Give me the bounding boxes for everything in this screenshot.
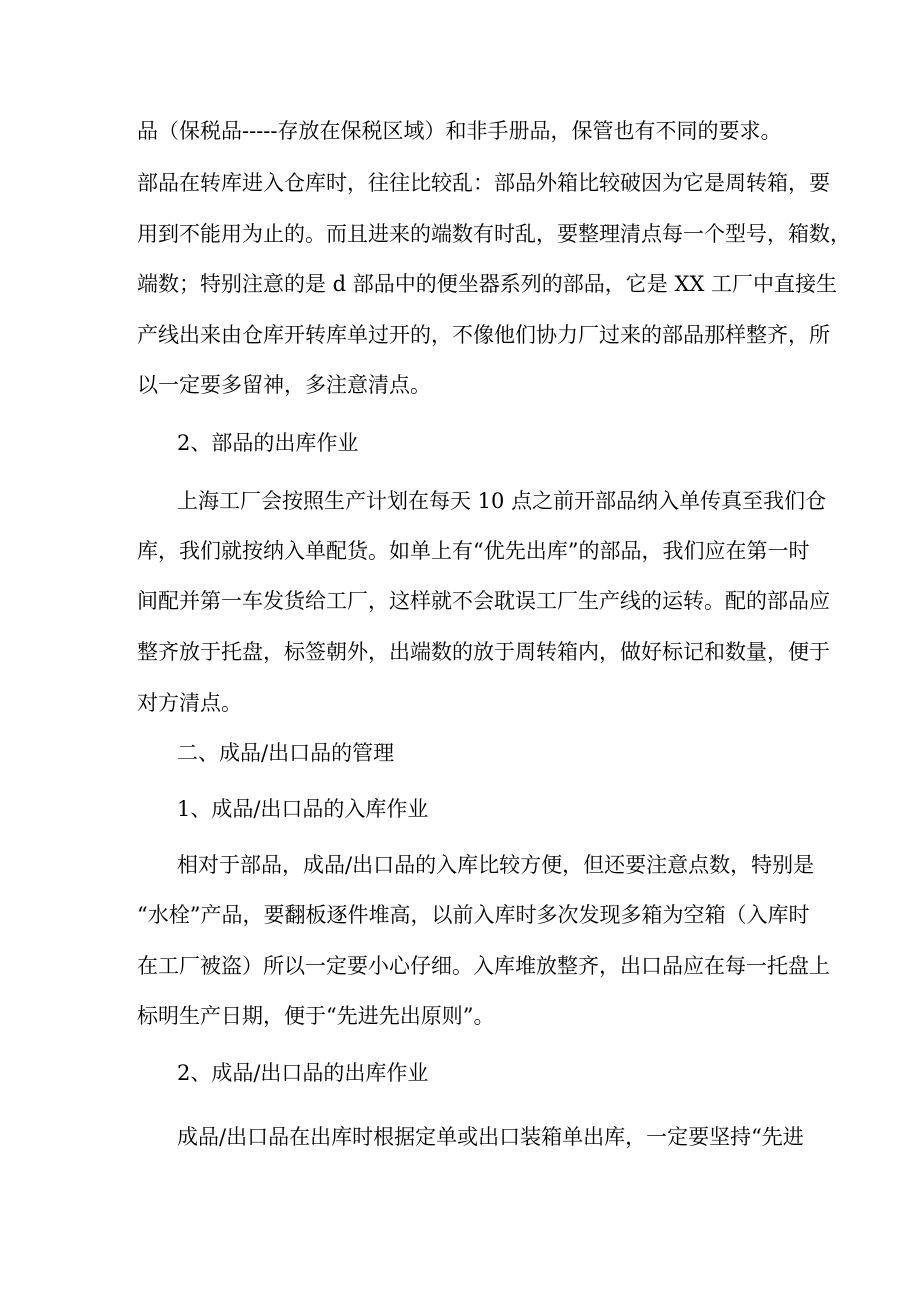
text-line: 在工厂被盗）所以一定要小心仔细。入库堆放整齐，出口品应在每一托盘上	[137, 954, 830, 978]
section-heading: 1、成品/出口品的入库作业	[177, 797, 429, 821]
text-line: 整齐放于托盘，标签朝外，出端数的放于周转箱内，做好标记和数量，便于	[137, 640, 830, 664]
text-line: 对方清点。	[137, 691, 242, 715]
text-line: 标明生产日期，便于“先进先出原则”。	[137, 1004, 495, 1028]
section-heading: 二、成品/出口品的管理	[177, 741, 395, 765]
text-line: 上海工厂会按照生产计划在每天 10 点之前开部品纳入单传真至我们仓	[177, 489, 827, 513]
text-line: 端数；特别注意的是 d 部品中的便坐器系列的部品，它是 XX 工厂中直接生	[137, 272, 838, 296]
text-line: 产线出来由仓库开转库单过开的，不像他们协力厂过来的部品那样整齐，所	[137, 323, 830, 347]
text-line: 品（保税品-----存放在保税区域）和非手册品，保管也有不同的要求。	[137, 119, 782, 143]
text-line: 库，我们就按纳入单配货。如单上有“优先出库”的部品，我们应在第一时	[137, 539, 810, 563]
text-line: 部品在转库进入仓库时，往往比较乱：部品外箱比较破因为它是周转箱，要	[137, 171, 830, 195]
text-line: 相对于部品，成品/出口品的入库比较方便，但还要注意点数，特别是	[177, 853, 815, 877]
text-line: 以一定要多留神，多注意清点。	[137, 373, 431, 397]
text-line: 用到不能用为止的。而且进来的端数有时乱，要整理清点每一个型号，箱数，	[137, 222, 851, 246]
section-heading: 2、成品/出口品的出库作业	[177, 1061, 429, 1085]
text-line: 间配并第一车发货给工厂，这样就不会耽误工厂生产线的运转。配的部品应	[137, 589, 830, 613]
section-heading: 2、部品的出库作业	[177, 431, 359, 455]
text-line: “水栓”产品，要翻板逐件堆高，以前入库时多次发现多箱为空箱（入库时	[137, 903, 810, 927]
text-line: 成品/出口品在出库时根据定单或出口装箱单出库，一定要坚持“先进	[177, 1125, 804, 1149]
